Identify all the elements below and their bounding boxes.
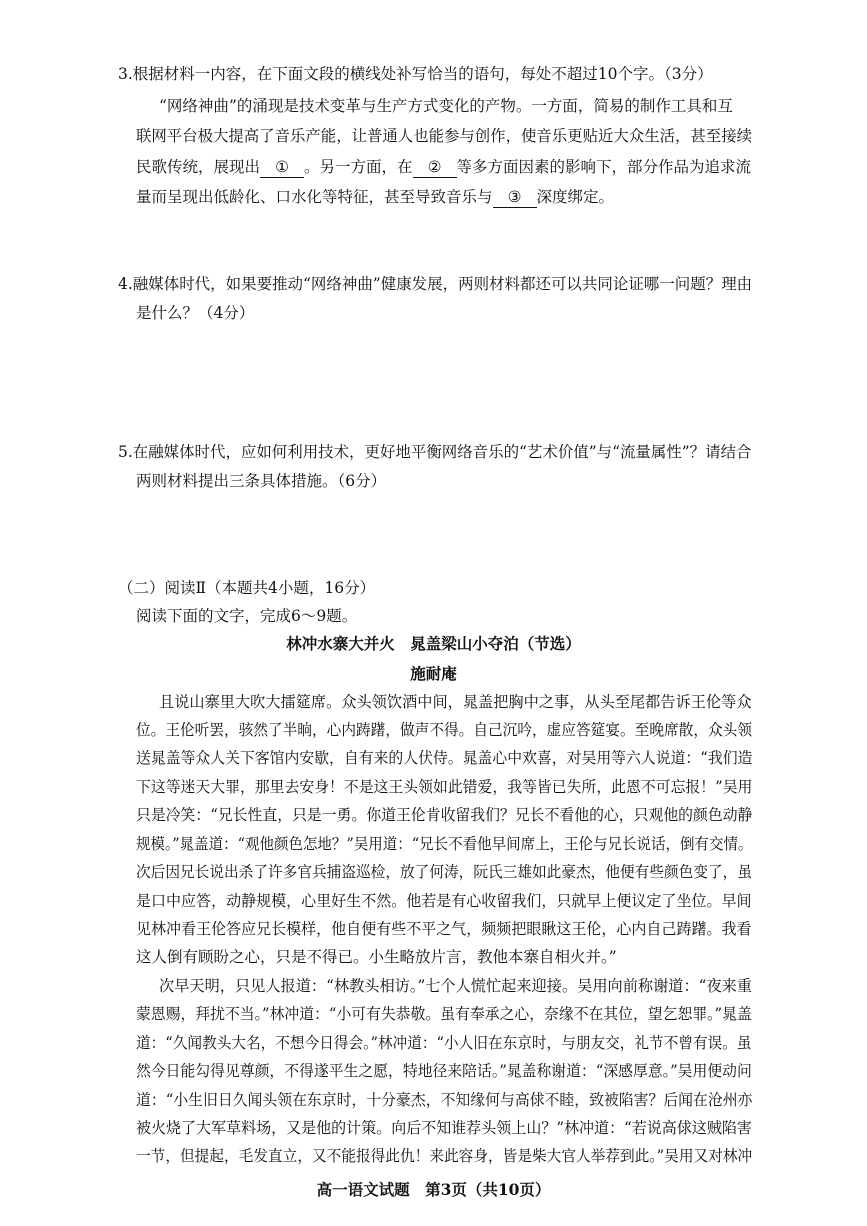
- passage-line-14: 然今日能勾得见尊颜，不得遂平生之愿，特地径来陪话。”晁盖称谢道：“深感厚意。”吴用便动问: [136, 1062, 752, 1080]
- q3-line-4: [136, 187, 614, 208]
- blank-1: ①: [260, 157, 304, 178]
- section-instruction: 阅读下面的文字，完成6～9题。: [136, 607, 358, 625]
- q5-line-1: 5.在融媒体时代，应如何利用技术，更好地平衡网络音乐的“艺术价值”与“流量属性”？请结合: [118, 443, 752, 461]
- passage-line-11: 次早天明，只见人报道：“林教头相访。”七个人慌忙起来迎接。吴用向前称谢道：“夜来重: [159, 977, 753, 995]
- passage-line-17: 一节，但提起，毛发直立，又不能报得此仇！来此容身，皆是柴大官人举荐到此。”吴用又对林冲: [136, 1147, 753, 1165]
- passage-line-15: 道：“小生旧日久闻头领在东京时，十分豪杰，不知缘何与高俅不睦，致被陷害？后闻在沧州亦: [136, 1091, 753, 1109]
- q3-line-3-mid: 。另一方面，在: [304, 158, 413, 176]
- passage-line-13: 道：“久闻教头大名，不想今日得会。”林冲道：“小人旧在东京时，与朋友交，礼节不曾有误。虽: [136, 1034, 752, 1052]
- passage-line-5: 只是冷笑：“兄长性直，只是一勇。你道王伦肯收留我们？兄长不看他的心，只观他的颜色动静: [136, 806, 753, 824]
- q3-line-4-post: 深度绑定。: [536, 188, 615, 206]
- passage-line-3: 送晁盖等众人关下客馆内安歇，自有来的人伏侍。晁盖心中欢喜，对吴用等六人说道：“我们造: [136, 749, 753, 767]
- q3-line-3-post: 等多方面因素的影响下，部分作品为追求流: [456, 158, 752, 176]
- q3-prompt: 3.根据材料一内容，在下面文段的横线处补写恰当的语句，每处不超过10个字。（3分）: [118, 65, 713, 83]
- q3-line-1: “网络神曲”的涌现是技术变革与生产方式变化的产物。一方面，简易的制作工具和互: [159, 97, 733, 115]
- blank-2: ②: [413, 157, 457, 178]
- section-heading: （二）阅读Ⅱ（本题共4小题，16分）: [118, 579, 376, 597]
- passage-line-10: 这人倒有顾盼之心，只是不得已。小生略放片言，教他本寨自相火并。”: [136, 948, 617, 966]
- page-footer: 高一语文试题 第3页（共10页）: [316, 1180, 551, 1199]
- q3-line-3-text: 民歌传统，展现出: [136, 158, 261, 176]
- passage-line-8: 是口中应答，动静规模，心里好生不然。他若是有心收留我们，只就早上便议定了坐位。早间: [136, 892, 752, 910]
- q3-line-3: [136, 157, 751, 178]
- q3-line-4-text: 量而呈现出低龄化、口水化等特征，甚至导致音乐与: [136, 188, 493, 206]
- passage-line-7: 次后因兄长说出杀了许多官兵捕盗巡检，放了何涛，阮氏三雄如此豪杰，他便有些颜色变了，虽: [136, 863, 753, 881]
- q5-line-2: 两则材料提出三条具体措施。（6分）: [136, 472, 387, 490]
- passage-line-1: 且说山寨里大吹大擂筵席。众头领饮酒中间，晁盖把胸中之事，从头至尾都告诉王伦等众: [159, 693, 752, 711]
- passage-author: 施耐庵: [410, 664, 457, 683]
- blank-3: ③: [493, 187, 537, 208]
- passage-line-12: 蒙恩赐，拜扰不当。”林冲道：“小可有失恭敬。虽有奉承之心，奈缘不在其位，望乞恕罪。”晁盖: [136, 1005, 752, 1023]
- passage-line-16: 被火烧了大军草料场，又是他的计策。向后不知谁荐头领上山？”林冲道：“若说高俅这贼陷害: [136, 1119, 752, 1137]
- passage-line-4: 下这等迷天大罪，那里去安身！不是这王头领如此错爱，我等皆已失所，此恩不可忘报！”吴用: [136, 778, 753, 796]
- q4-line-1: 4.融媒体时代，如果要推动“网络神曲”健康发展，两则材料都还可以共同论证哪一问题？理由: [118, 275, 753, 293]
- passage-title: 林冲水寨大并火 晁盖梁山小夺泊（节选）: [286, 634, 581, 653]
- q3-line-2: 联网平台极大提高了音乐产能，让普通人也能参与创作，使音乐更贴近大众生活，甚至接续: [136, 127, 753, 145]
- passage-line-9: 见林冲看王伦答应兄长模样，他自便有些不平之气，频频把眼瞅这王伦，心内自己踌躇。我看: [136, 920, 752, 938]
- q4-line-2: 是什么？（4分）: [136, 304, 255, 322]
- passage-line-6: 规模。”晁盖道：“观他颜色怎地？”吴用道：“兄长不看他早间席上，王伦与兄长说话，倒有交情。: [136, 835, 753, 853]
- passage-line-2: 位。王伦听罢，骇然了半晌，心内踌躇，做声不得。自己沉吟，虚应答筵宴。至晚席散，众头领: [136, 721, 753, 739]
